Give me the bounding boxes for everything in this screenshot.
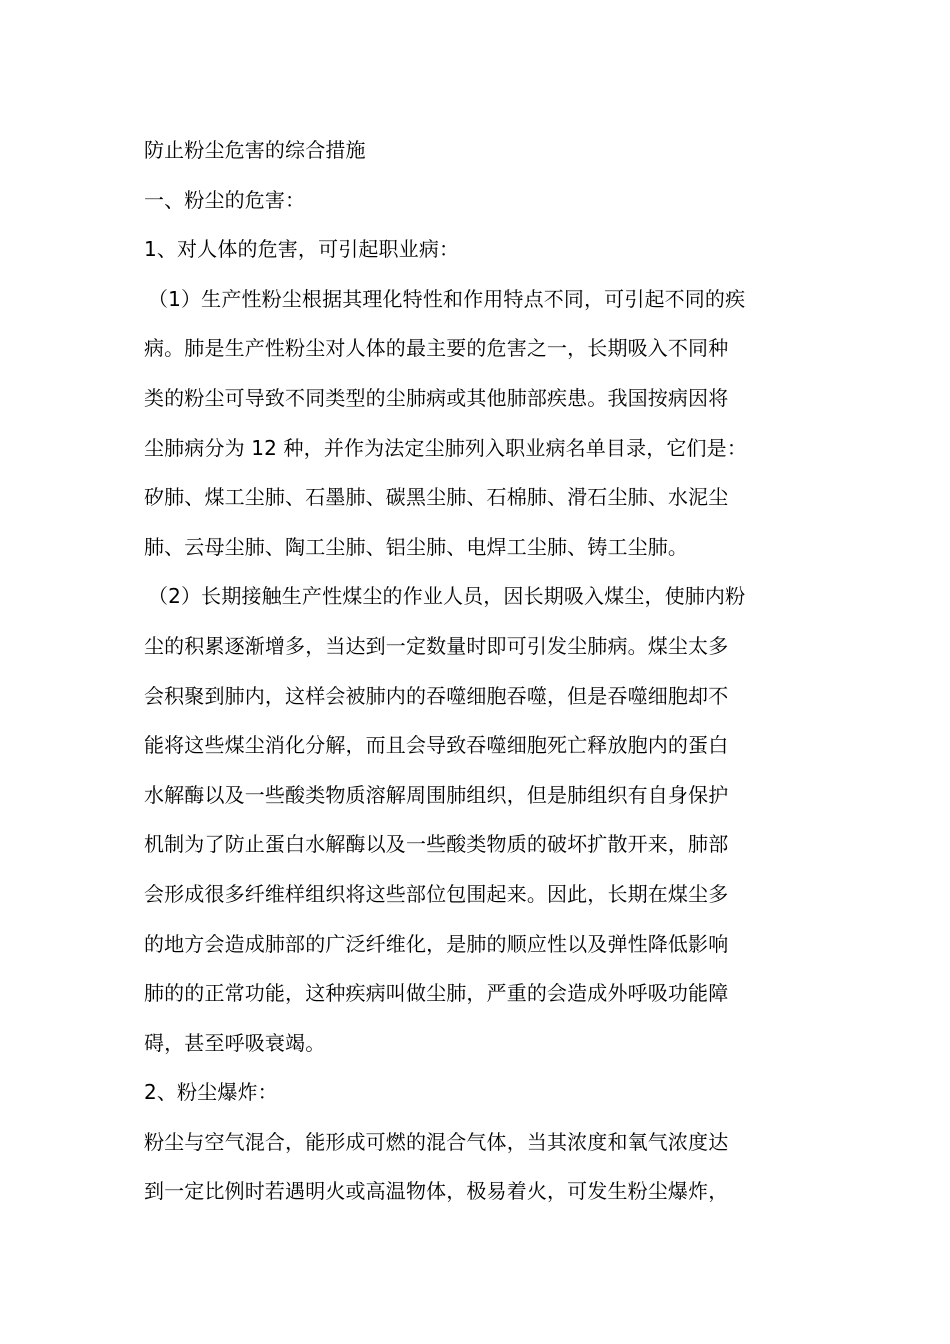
paragraph-line: （2）长期接触生产性煤尘的作业人员，因长期吸入煤尘，使肺内粉 [148,584,746,609]
section-heading: 一、粉尘的危害： [144,187,306,212]
paragraph-line: 的地方会造成肺部的广泛纤维化，是肺的顺应性以及弹性降低影响 [144,931,729,956]
paragraph-line: 尘肺病分为 12 种，并作为法定尘肺列入职业病名单目录，它们是： [144,435,747,460]
subsection-heading: 1、对人体的危害，可引起职业病： [144,237,460,262]
paragraph-line: 矽肺、煤工尘肺、石墨肺、碳黑尘肺、石棉肺、滑石尘肺、水泥尘 [144,485,729,510]
paragraph-line: 肺、云母尘肺、陶工尘肺、铝尘肺、电焊工尘肺、铸工尘肺。 [144,534,689,559]
paragraph-line: 碍，甚至呼吸衰竭。 [144,1030,326,1055]
paragraph-line: 会积聚到肺内，这样会被肺内的吞噬细胞吞噬，但是吞噬细胞却不 [144,683,729,708]
paragraph-line: 能将这些煤尘消化分解，而且会导致吞噬细胞死亡释放胞内的蛋白 [144,733,729,758]
paragraph-line: 类的粉尘可导致不同类型的尘肺病或其他肺部疾患。我国按病因将 [144,385,729,410]
document-body [144,126,806,1217]
paragraph-line: 粉尘与空气混合，能形成可燃的混合气体，当其浓度和氧气浓度达 [144,1129,729,1154]
paragraph-line: 病。肺是生产性粉尘对人体的最主要的危害之一，长期吸入不同种 [144,336,729,361]
paragraph-line: 肺的的正常功能，这种疾病叫做尘肺，严重的会造成外呼吸功能障 [144,981,729,1006]
paragraph-line: （1）生产性粉尘根据其理化特性和作用特点不同，可引起不同的疾 [148,286,746,311]
subsection-heading: 2、粉尘爆炸： [144,1080,278,1105]
paragraph-line: 会形成很多纤维样组织将这些部位包围起来。因此，长期在煤尘多 [144,881,729,906]
paragraph-line: 尘的积累逐渐增多，当达到一定数量时即可引发尘肺病。煤尘太多 [144,633,729,658]
document-title: 防止粉尘危害的综合措施 [144,138,366,162]
paragraph-line: 水解酶以及一些酸类物质溶解周围肺组织，但是肺组织有自身保护 [144,782,729,807]
paragraph-line: 到一定比例时若遇明火或高温物体，极易着火，可发生粉尘爆炸， [144,1179,729,1204]
paragraph-line: 机制为了防止蛋白水解酶以及一些酸类物质的破坏扩散开来，肺部 [144,832,729,857]
